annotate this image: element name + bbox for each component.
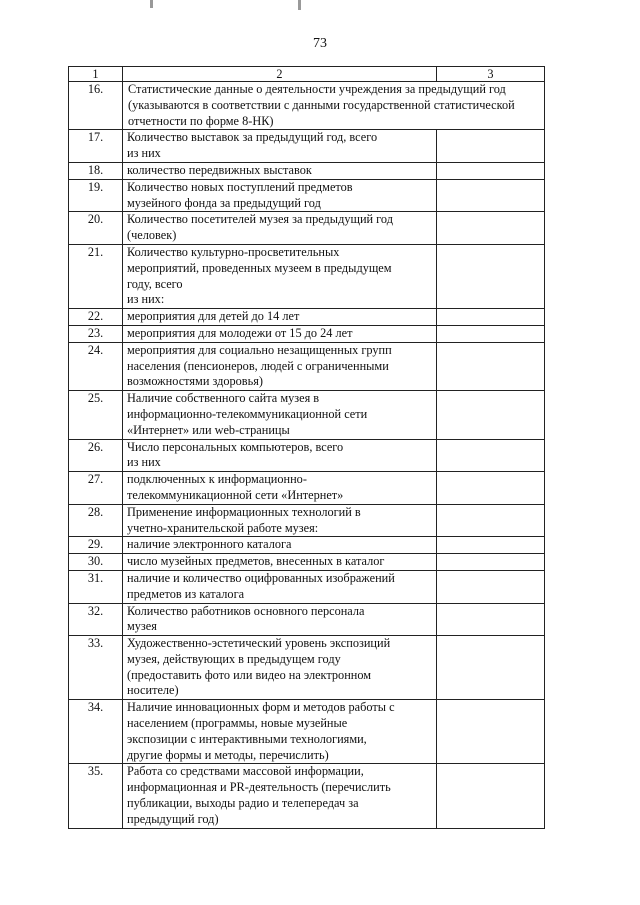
row-text: Художественно-эстетический уровень экспозиций музея, действующих в предыдущем году (предоставить фото или видео на электронном носителе) bbox=[123, 636, 437, 700]
value-cell bbox=[437, 504, 545, 537]
value-cell bbox=[437, 570, 545, 603]
page-number: 73 bbox=[313, 36, 327, 51]
row-number: 26. bbox=[69, 439, 123, 472]
header-col-3: 3 bbox=[437, 67, 545, 82]
museum-statistics-table bbox=[68, 66, 545, 829]
value-cell bbox=[437, 554, 545, 571]
row-text: Наличие инновационных форм и методов работы с населением (программы, новые музейные экспозиции с интерактивными технологиями, другие формы и методы, перечислить) bbox=[123, 700, 437, 764]
table-row bbox=[69, 325, 545, 342]
row-text: Количество выставок за предыдущий год, всего из них bbox=[123, 130, 437, 163]
table-row bbox=[69, 342, 545, 390]
row-number: 30. bbox=[69, 554, 123, 571]
row-text: Количество работников основного персонала музея bbox=[123, 603, 437, 636]
scan-mark bbox=[298, 0, 301, 10]
row-text: мероприятия для молодежи от 15 до 24 лет bbox=[123, 325, 437, 342]
value-cell bbox=[437, 130, 545, 163]
row-text: Количество культурно-просветительных мероприятий, проведенных музеем в предыдущем году, всего из них: bbox=[123, 244, 437, 308]
header-col-1: 1 bbox=[69, 67, 123, 82]
table-row bbox=[69, 764, 545, 828]
row-number: 20. bbox=[69, 212, 123, 245]
table-row bbox=[69, 537, 545, 554]
value-cell bbox=[437, 764, 545, 828]
row-number: 24. bbox=[69, 342, 123, 390]
row-number: 23. bbox=[69, 325, 123, 342]
row-text: Работа со средствами массовой информации, информационная и PR-деятельность (перечислить публикации, выходы радио и телепередач за предыдущий год) bbox=[123, 764, 437, 828]
table-row bbox=[69, 570, 545, 603]
row-number: 18. bbox=[69, 162, 123, 179]
value-cell bbox=[437, 162, 545, 179]
row-number: 33. bbox=[69, 636, 123, 700]
row-text: Применение информационных технологий в учетно-хранительской работе музея: bbox=[123, 504, 437, 537]
row-number: 19. bbox=[69, 179, 123, 212]
table-row bbox=[69, 391, 545, 439]
scan-mark bbox=[150, 0, 153, 8]
row-text: наличие электронного каталога bbox=[123, 537, 437, 554]
table-row bbox=[69, 309, 545, 326]
value-cell bbox=[437, 309, 545, 326]
table-row bbox=[69, 603, 545, 636]
row-number: 35. bbox=[69, 764, 123, 828]
row-number: 32. bbox=[69, 603, 123, 636]
row-text: подключенных к информационно- телекоммуникационной сети «Интернет» bbox=[123, 472, 437, 505]
row-text: Число персональных компьютеров, всего из них bbox=[123, 439, 437, 472]
table-row bbox=[69, 82, 545, 130]
value-cell bbox=[437, 342, 545, 390]
table-header-row bbox=[69, 67, 545, 82]
row-number: 22. bbox=[69, 309, 123, 326]
row-number: 31. bbox=[69, 570, 123, 603]
value-cell bbox=[437, 244, 545, 308]
table-row bbox=[69, 162, 545, 179]
row-text: наличие и количество оцифрованных изображений предметов из каталога bbox=[123, 570, 437, 603]
row-text: Количество посетителей музея за предыдущий год (человек) bbox=[123, 212, 437, 245]
table-row bbox=[69, 130, 545, 163]
row-text: число музейных предметов, внесенных в каталог bbox=[123, 554, 437, 571]
table-row bbox=[69, 179, 545, 212]
row-number: 21. bbox=[69, 244, 123, 308]
value-cell bbox=[437, 439, 545, 472]
row-number: 29. bbox=[69, 537, 123, 554]
row-text: мероприятия для социально незащищенных групп населения (пенсионеров, людей с ограниченными возможностями здоровья) bbox=[123, 342, 437, 390]
table-row bbox=[69, 700, 545, 764]
row-number: 17. bbox=[69, 130, 123, 163]
value-cell bbox=[437, 537, 545, 554]
row-text: Статистические данные о деятельности учреждения за предыдущий год (указываются в соответствии с данными государственной статистической отчетности по форме 8-НК) bbox=[123, 82, 545, 130]
row-number: 28. bbox=[69, 504, 123, 537]
value-cell bbox=[437, 325, 545, 342]
value-cell bbox=[437, 603, 545, 636]
row-text: количество передвижных выставок bbox=[123, 162, 437, 179]
table-row bbox=[69, 636, 545, 700]
row-text: Наличие собственного сайта музея в информационно-телекоммуникационной сети «Интернет» или web-страницы bbox=[123, 391, 437, 439]
table-row bbox=[69, 554, 545, 571]
row-text: мероприятия для детей до 14 лет bbox=[123, 309, 437, 326]
value-cell bbox=[437, 700, 545, 764]
row-number: 25. bbox=[69, 391, 123, 439]
row-number: 27. bbox=[69, 472, 123, 505]
table-row bbox=[69, 439, 545, 472]
value-cell bbox=[437, 472, 545, 505]
row-number: 34. bbox=[69, 700, 123, 764]
value-cell bbox=[437, 212, 545, 245]
value-cell bbox=[437, 391, 545, 439]
table-row bbox=[69, 244, 545, 308]
table-row bbox=[69, 472, 545, 505]
value-cell bbox=[437, 636, 545, 700]
table-row bbox=[69, 504, 545, 537]
header-col-2: 2 bbox=[123, 67, 437, 82]
table-row bbox=[69, 212, 545, 245]
value-cell bbox=[437, 179, 545, 212]
row-number: 16. bbox=[69, 82, 123, 130]
row-text: Количество новых поступлений предметов музейного фонда за предыдущий год bbox=[123, 179, 437, 212]
